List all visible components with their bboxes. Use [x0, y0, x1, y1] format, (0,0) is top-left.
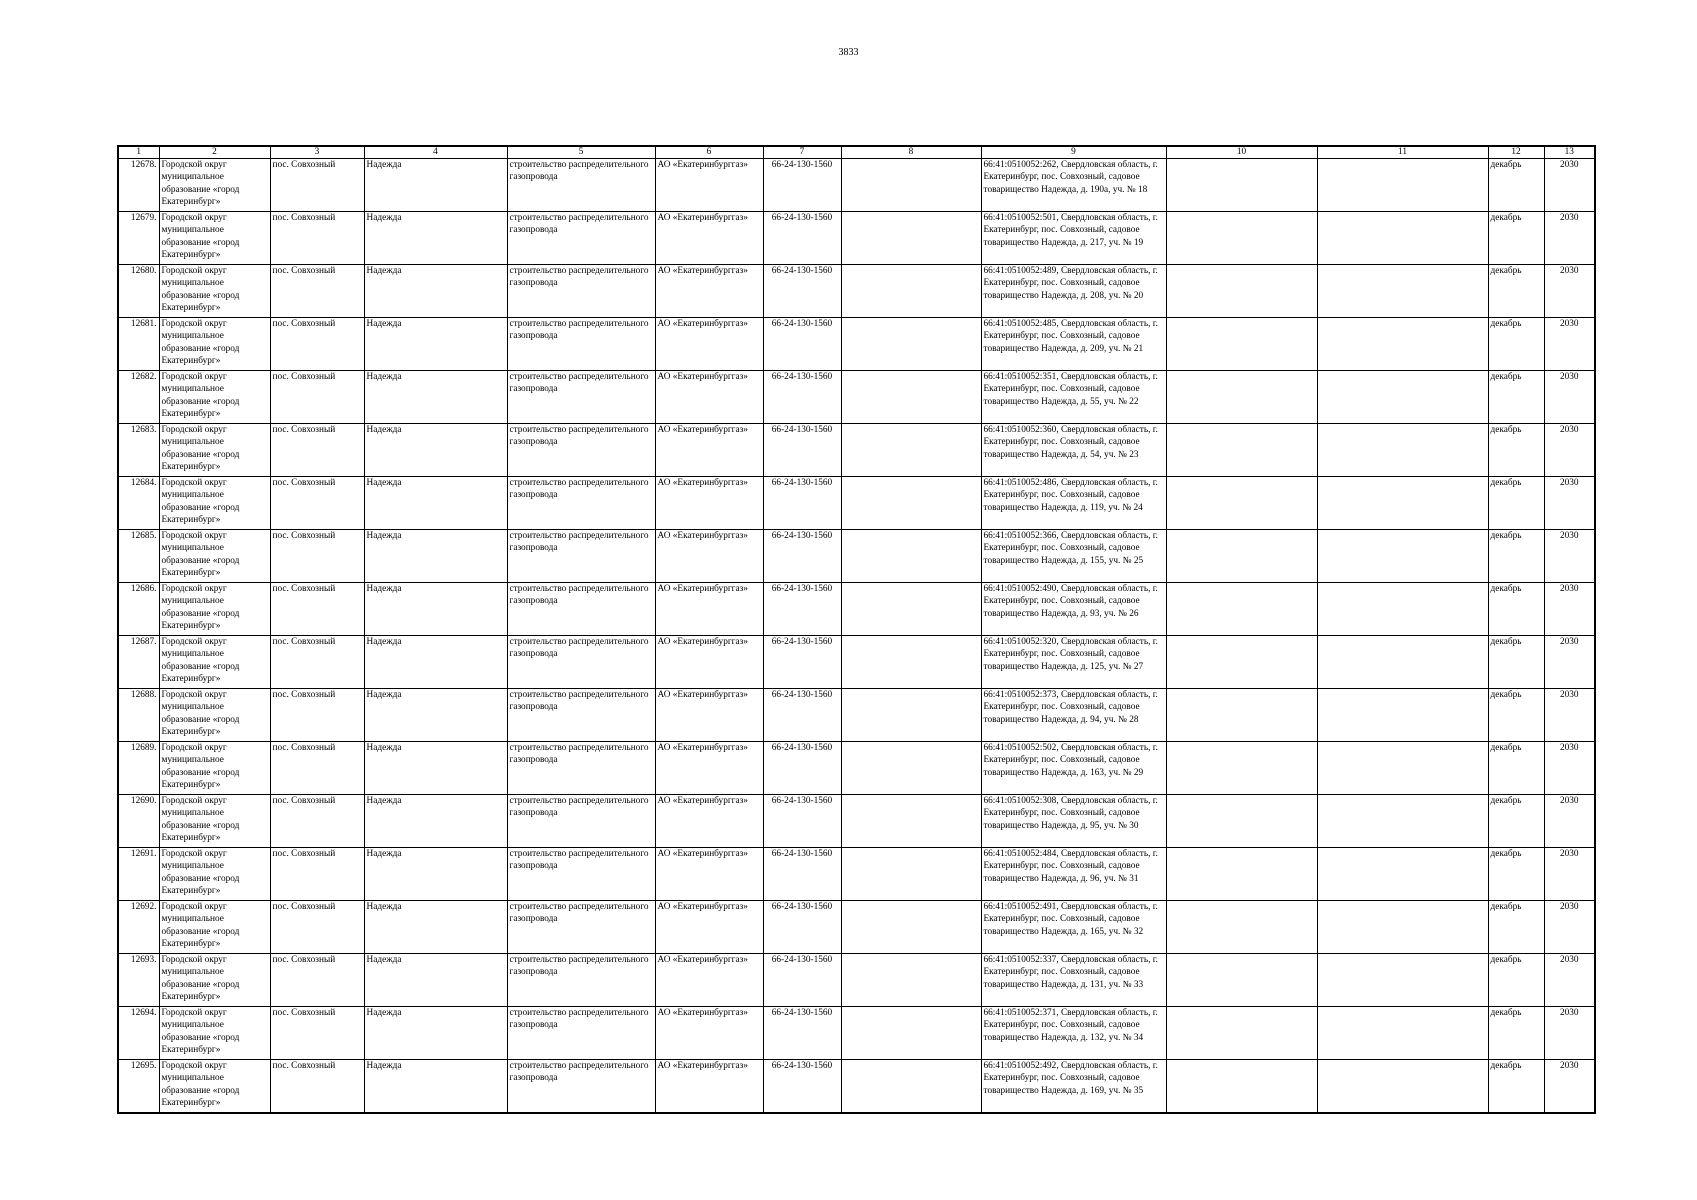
year-cell: 2030	[1544, 1060, 1595, 1114]
code-cell: 66-24-130-1560	[763, 477, 841, 530]
year-cell: 2030	[1544, 530, 1595, 583]
organization-cell: АО «Екатеринбурггаз»	[655, 1060, 763, 1114]
cadastre-address-cell: 66:41:0510052:373, Свердловская область, г. Екатеринбург, пос. Совхозный, садовое товарищество Надежда, д. 94, уч. № 28	[981, 689, 1166, 742]
work-type-cell: строительство распределительного газопровода	[507, 424, 655, 477]
column-10-cell	[1166, 954, 1317, 1007]
column-10-cell	[1166, 583, 1317, 636]
municipality-cell: Городской округ муниципальное образование «город Екатеринбург»	[159, 636, 270, 689]
cadastre-address-cell: 66:41:0510052:351, Свердловская область, г. Екатеринбург, пос. Совхозный, садовое товарищество Надежда, д. 55, уч. № 22	[981, 371, 1166, 424]
object-name-cell: Надежда	[364, 159, 507, 212]
code-cell: 66-24-130-1560	[763, 371, 841, 424]
column-8-cell	[841, 1060, 981, 1114]
settlement-cell: пос. Совхозный	[270, 954, 364, 1007]
table-row	[118, 689, 1595, 742]
table-row	[118, 583, 1595, 636]
code-cell: 66-24-130-1560	[763, 530, 841, 583]
object-name-cell: Надежда	[364, 477, 507, 530]
column-10-cell	[1166, 530, 1317, 583]
municipality-cell: Городской округ муниципальное образование «город Екатеринбург»	[159, 689, 270, 742]
table-row	[118, 795, 1595, 848]
column-header: 12	[1488, 146, 1544, 159]
row-number-cell: 12695.	[118, 1060, 159, 1114]
organization-cell: АО «Екатеринбурггаз»	[655, 424, 763, 477]
month-cell: декабрь	[1488, 530, 1544, 583]
table-row	[118, 530, 1595, 583]
year-cell: 2030	[1544, 636, 1595, 689]
cadastre-address-cell: 66:41:0510052:360, Свердловская область, г. Екатеринбург, пос. Совхозный, садовое товарищество Надежда, д. 54, уч. № 23	[981, 424, 1166, 477]
month-cell: декабрь	[1488, 901, 1544, 954]
column-11-cell	[1317, 530, 1488, 583]
column-8-cell	[841, 265, 981, 318]
column-11-cell	[1317, 424, 1488, 477]
table-row	[118, 901, 1595, 954]
object-name-cell: Надежда	[364, 795, 507, 848]
municipality-cell: Городской округ муниципальное образование «город Екатеринбург»	[159, 371, 270, 424]
organization-cell: АО «Екатеринбурггаз»	[655, 636, 763, 689]
work-type-cell: строительство распределительного газопровода	[507, 371, 655, 424]
cadastre-address-cell: 66:41:0510052:502, Свердловская область, г. Екатеринбург, пос. Совхозный, садовое товарищество Надежда, д. 163, уч. № 29	[981, 742, 1166, 795]
column-header: 7	[763, 146, 841, 159]
column-10-cell	[1166, 901, 1317, 954]
organization-cell: АО «Екатеринбурггаз»	[655, 901, 763, 954]
work-type-cell: строительство распределительного газопровода	[507, 530, 655, 583]
column-11-cell	[1317, 318, 1488, 371]
month-cell: декабрь	[1488, 583, 1544, 636]
month-cell: декабрь	[1488, 159, 1544, 212]
month-cell: декабрь	[1488, 1007, 1544, 1060]
organization-cell: АО «Екатеринбурггаз»	[655, 742, 763, 795]
organization-cell: АО «Екатеринбурггаз»	[655, 212, 763, 265]
code-cell: 66-24-130-1560	[763, 1060, 841, 1114]
column-header: 6	[655, 146, 763, 159]
code-cell: 66-24-130-1560	[763, 265, 841, 318]
table-row	[118, 159, 1595, 212]
object-name-cell: Надежда	[364, 424, 507, 477]
settlement-cell: пос. Совхозный	[270, 159, 364, 212]
column-8-cell	[841, 477, 981, 530]
month-cell: декабрь	[1488, 954, 1544, 1007]
settlement-cell: пос. Совхозный	[270, 795, 364, 848]
code-cell: 66-24-130-1560	[763, 159, 841, 212]
organization-cell: АО «Екатеринбурггаз»	[655, 1007, 763, 1060]
table-row	[118, 636, 1595, 689]
month-cell: декабрь	[1488, 265, 1544, 318]
work-type-cell: строительство распределительного газопровода	[507, 318, 655, 371]
row-number-cell: 12693.	[118, 954, 159, 1007]
page-number: 3833	[838, 47, 859, 58]
code-cell: 66-24-130-1560	[763, 954, 841, 1007]
cadastre-address-cell: 66:41:0510052:489, Свердловская область, г. Екатеринбург, пос. Совхозный, садовое товарищество Надежда, д. 208, уч. № 20	[981, 265, 1166, 318]
row-number-cell: 12687.	[118, 636, 159, 689]
work-type-cell: строительство распределительного газопровода	[507, 954, 655, 1007]
code-cell: 66-24-130-1560	[763, 901, 841, 954]
row-number-cell: 12691.	[118, 848, 159, 901]
column-10-cell	[1166, 371, 1317, 424]
code-cell: 66-24-130-1560	[763, 1007, 841, 1060]
organization-cell: АО «Екатеринбурггаз»	[655, 583, 763, 636]
column-10-cell	[1166, 848, 1317, 901]
column-8-cell	[841, 318, 981, 371]
settlement-cell: пос. Совхозный	[270, 371, 364, 424]
settlement-cell: пос. Совхозный	[270, 424, 364, 477]
code-cell: 66-24-130-1560	[763, 318, 841, 371]
settlement-cell: пос. Совхозный	[270, 583, 364, 636]
year-cell: 2030	[1544, 848, 1595, 901]
object-name-cell: Надежда	[364, 742, 507, 795]
table-row	[118, 742, 1595, 795]
municipality-cell: Городской округ муниципальное образование «город Екатеринбург»	[159, 848, 270, 901]
settlement-cell: пос. Совхозный	[270, 212, 364, 265]
row-number-cell: 12680.	[118, 265, 159, 318]
column-10-cell	[1166, 318, 1317, 371]
cadastre-address-cell: 66:41:0510052:484, Свердловская область, г. Екатеринбург, пос. Совхозный, садовое товарищество Надежда, д. 96, уч. № 31	[981, 848, 1166, 901]
municipality-cell: Городской округ муниципальное образование «город Екатеринбург»	[159, 212, 270, 265]
column-11-cell	[1317, 689, 1488, 742]
column-header: 4	[364, 146, 507, 159]
year-cell: 2030	[1544, 477, 1595, 530]
settlement-cell: пос. Совхозный	[270, 477, 364, 530]
work-type-cell: строительство распределительного газопровода	[507, 742, 655, 795]
column-header: 2	[159, 146, 270, 159]
cadastre-address-cell: 66:41:0510052:262, Свердловская область, г. Екатеринбург, пос. Совхозный, садовое товарищество Надежда, д. 190а, уч. № 18	[981, 159, 1166, 212]
municipality-cell: Городской округ муниципальное образование «город Екатеринбург»	[159, 265, 270, 318]
municipality-cell: Городской округ муниципальное образование «город Екатеринбург»	[159, 424, 270, 477]
column-8-cell	[841, 689, 981, 742]
settlement-cell: пос. Совхозный	[270, 1007, 364, 1060]
table-row	[118, 954, 1595, 1007]
year-cell: 2030	[1544, 689, 1595, 742]
year-cell: 2030	[1544, 795, 1595, 848]
work-type-cell: строительство распределительного газопровода	[507, 212, 655, 265]
row-number-cell: 12684.	[118, 477, 159, 530]
municipality-cell: Городской округ муниципальное образование «город Екатеринбург»	[159, 477, 270, 530]
work-type-cell: строительство распределительного газопровода	[507, 583, 655, 636]
column-11-cell	[1317, 901, 1488, 954]
column-11-cell	[1317, 371, 1488, 424]
settlement-cell: пос. Совхозный	[270, 265, 364, 318]
column-8-cell	[841, 424, 981, 477]
row-number-cell: 12690.	[118, 795, 159, 848]
work-type-cell: строительство распределительного газопровода	[507, 689, 655, 742]
column-11-cell	[1317, 954, 1488, 1007]
month-cell: декабрь	[1488, 636, 1544, 689]
row-number-cell: 12686.	[118, 583, 159, 636]
column-header: 8	[841, 146, 981, 159]
work-type-cell: строительство распределительного газопровода	[507, 1007, 655, 1060]
object-name-cell: Надежда	[364, 318, 507, 371]
work-type-cell: строительство распределительного газопровода	[507, 848, 655, 901]
organization-cell: АО «Екатеринбурггаз»	[655, 954, 763, 1007]
table-row	[118, 424, 1595, 477]
municipality-cell: Городской округ муниципальное образование «город Екатеринбург»	[159, 583, 270, 636]
month-cell: декабрь	[1488, 424, 1544, 477]
column-8-cell	[841, 530, 981, 583]
settlement-cell: пос. Совхозный	[270, 848, 364, 901]
column-10-cell	[1166, 795, 1317, 848]
municipality-cell: Городской округ муниципальное образование «город Екатеринбург»	[159, 742, 270, 795]
work-type-cell: строительство распределительного газопровода	[507, 795, 655, 848]
column-11-cell	[1317, 265, 1488, 318]
year-cell: 2030	[1544, 742, 1595, 795]
table-row	[118, 371, 1595, 424]
month-cell: декабрь	[1488, 318, 1544, 371]
year-cell: 2030	[1544, 901, 1595, 954]
month-cell: декабрь	[1488, 795, 1544, 848]
organization-cell: АО «Екатеринбурггаз»	[655, 318, 763, 371]
column-8-cell	[841, 1007, 981, 1060]
settlement-cell: пос. Совхозный	[270, 1060, 364, 1114]
column-8-cell	[841, 371, 981, 424]
municipality-cell: Городской округ муниципальное образование «город Екатеринбург»	[159, 1060, 270, 1114]
code-cell: 66-24-130-1560	[763, 795, 841, 848]
column-header: 11	[1317, 146, 1488, 159]
column-8-cell	[841, 583, 981, 636]
column-header: 5	[507, 146, 655, 159]
column-11-cell	[1317, 795, 1488, 848]
column-10-cell	[1166, 1007, 1317, 1060]
object-name-cell: Надежда	[364, 901, 507, 954]
cadastre-address-cell: 66:41:0510052:308, Свердловская область, г. Екатеринбург, пос. Совхозный, садовое товарищество Надежда, д. 95, уч. № 30	[981, 795, 1166, 848]
settlement-cell: пос. Совхозный	[270, 318, 364, 371]
column-header: 9	[981, 146, 1166, 159]
year-cell: 2030	[1544, 954, 1595, 1007]
column-11-cell	[1317, 583, 1488, 636]
row-number-cell: 12689.	[118, 742, 159, 795]
municipality-cell: Городской округ муниципальное образование «город Екатеринбург»	[159, 1007, 270, 1060]
row-number-cell: 12688.	[118, 689, 159, 742]
column-8-cell	[841, 795, 981, 848]
code-cell: 66-24-130-1560	[763, 583, 841, 636]
column-10-cell	[1166, 265, 1317, 318]
code-cell: 66-24-130-1560	[763, 636, 841, 689]
month-cell: декабрь	[1488, 212, 1544, 265]
column-10-cell	[1166, 636, 1317, 689]
cadastre-address-cell: 66:41:0510052:490, Свердловская область, г. Екатеринбург, пос. Совхозный, садовое товарищество Надежда, д. 93, уч. № 26	[981, 583, 1166, 636]
month-cell: декабрь	[1488, 371, 1544, 424]
municipality-cell: Городской округ муниципальное образование «город Екатеринбург»	[159, 159, 270, 212]
settlement-cell: пос. Совхозный	[270, 901, 364, 954]
table-row	[118, 1060, 1595, 1114]
object-name-cell: Надежда	[364, 636, 507, 689]
month-cell: декабрь	[1488, 848, 1544, 901]
column-8-cell	[841, 742, 981, 795]
object-name-cell: Надежда	[364, 1007, 507, 1060]
code-cell: 66-24-130-1560	[763, 424, 841, 477]
column-8-cell	[841, 901, 981, 954]
column-11-cell	[1317, 636, 1488, 689]
object-name-cell: Надежда	[364, 530, 507, 583]
year-cell: 2030	[1544, 583, 1595, 636]
organization-cell: АО «Екатеринбурггаз»	[655, 848, 763, 901]
work-type-cell: строительство распределительного газопровода	[507, 1060, 655, 1114]
cadastre-address-cell: 66:41:0510052:337, Свердловская область, г. Екатеринбург, пос. Совхозный, садовое товарищество Надежда, д. 131, уч. № 33	[981, 954, 1166, 1007]
object-name-cell: Надежда	[364, 583, 507, 636]
month-cell: декабрь	[1488, 477, 1544, 530]
code-cell: 66-24-130-1560	[763, 848, 841, 901]
year-cell: 2030	[1544, 212, 1595, 265]
column-11-cell	[1317, 1060, 1488, 1114]
code-cell: 66-24-130-1560	[763, 689, 841, 742]
object-name-cell: Надежда	[364, 265, 507, 318]
month-cell: декабрь	[1488, 742, 1544, 795]
column-11-cell	[1317, 848, 1488, 901]
organization-cell: АО «Екатеринбурггаз»	[655, 530, 763, 583]
column-number-header-row	[118, 146, 1595, 159]
column-8-cell	[841, 159, 981, 212]
settlement-cell: пос. Совхозный	[270, 742, 364, 795]
cadastre-address-cell: 66:41:0510052:485, Свердловская область, г. Екатеринбург, пос. Совхозный, садовое товарищество Надежда, д. 209, уч. № 21	[981, 318, 1166, 371]
cadastre-address-cell: 66:41:0510052:320, Свердловская область, г. Екатеринбург, пос. Совхозный, садовое товарищество Надежда, д. 125, уч. № 27	[981, 636, 1166, 689]
row-number-cell: 12692.	[118, 901, 159, 954]
work-type-cell: строительство распределительного газопровода	[507, 265, 655, 318]
column-header: 13	[1544, 146, 1595, 159]
row-number-cell: 12681.	[118, 318, 159, 371]
table-row	[118, 848, 1595, 901]
column-10-cell	[1166, 212, 1317, 265]
settlement-cell: пос. Совхозный	[270, 636, 364, 689]
object-name-cell: Надежда	[364, 954, 507, 1007]
column-header: 3	[270, 146, 364, 159]
column-8-cell	[841, 954, 981, 1007]
column-8-cell	[841, 212, 981, 265]
object-name-cell: Надежда	[364, 689, 507, 742]
column-header: 1	[118, 146, 159, 159]
municipality-cell: Городской округ муниципальное образование «город Екатеринбург»	[159, 318, 270, 371]
settlement-cell: пос. Совхозный	[270, 530, 364, 583]
object-name-cell: Надежда	[364, 848, 507, 901]
row-number-cell: 12694.	[118, 1007, 159, 1060]
column-11-cell	[1317, 1007, 1488, 1060]
cadastre-address-cell: 66:41:0510052:492, Свердловская область, г. Екатеринбург, пос. Совхозный, садовое товарищество Надежда, д. 169, уч. № 35	[981, 1060, 1166, 1114]
column-8-cell	[841, 848, 981, 901]
year-cell: 2030	[1544, 159, 1595, 212]
column-11-cell	[1317, 159, 1488, 212]
settlement-cell: пос. Совхозный	[270, 689, 364, 742]
year-cell: 2030	[1544, 371, 1595, 424]
table-row	[118, 265, 1595, 318]
organization-cell: АО «Екатеринбурггаз»	[655, 159, 763, 212]
organization-cell: АО «Екатеринбурггаз»	[655, 477, 763, 530]
column-10-cell	[1166, 742, 1317, 795]
cadastre-address-cell: 66:41:0510052:491, Свердловская область, г. Екатеринбург, пос. Совхозный, садовое товарищество Надежда, д. 165, уч. № 32	[981, 901, 1166, 954]
column-11-cell	[1317, 742, 1488, 795]
column-11-cell	[1317, 212, 1488, 265]
table-row	[118, 318, 1595, 371]
column-header: 10	[1166, 146, 1317, 159]
organization-cell: АО «Екатеринбурггаз»	[655, 795, 763, 848]
cadastre-address-cell: 66:41:0510052:486, Свердловская область, г. Екатеринбург, пос. Совхозный, садовое товарищество Надежда, д. 119, уч. № 24	[981, 477, 1166, 530]
cadastre-address-cell: 66:41:0510052:501, Свердловская область, г. Екатеринбург, пос. Совхозный, садовое товарищество Надежда, д. 217, уч. № 19	[981, 212, 1166, 265]
year-cell: 2030	[1544, 1007, 1595, 1060]
organization-cell: АО «Екатеринбурггаз»	[655, 265, 763, 318]
year-cell: 2030	[1544, 265, 1595, 318]
row-number-cell: 12682.	[118, 371, 159, 424]
column-10-cell	[1166, 424, 1317, 477]
column-11-cell	[1317, 477, 1488, 530]
work-type-cell: строительство распределительного газопровода	[507, 159, 655, 212]
municipality-cell: Городской округ муниципальное образование «город Екатеринбург»	[159, 954, 270, 1007]
row-number-cell: 12683.	[118, 424, 159, 477]
object-name-cell: Надежда	[364, 212, 507, 265]
work-type-cell: строительство распределительного газопровода	[507, 901, 655, 954]
table-row	[118, 212, 1595, 265]
object-name-cell: Надежда	[364, 1060, 507, 1114]
row-number-cell: 12685.	[118, 530, 159, 583]
municipality-cell: Городской округ муниципальное образование «город Екатеринбург»	[159, 795, 270, 848]
column-8-cell	[841, 636, 981, 689]
row-number-cell: 12679.	[118, 212, 159, 265]
municipality-cell: Городской округ муниципальное образование «город Екатеринбург»	[159, 530, 270, 583]
column-10-cell	[1166, 159, 1317, 212]
code-cell: 66-24-130-1560	[763, 742, 841, 795]
code-cell: 66-24-130-1560	[763, 212, 841, 265]
month-cell: декабрь	[1488, 1060, 1544, 1114]
year-cell: 2030	[1544, 318, 1595, 371]
work-type-cell: строительство распределительного газопровода	[507, 477, 655, 530]
registry-table	[117, 145, 1596, 1114]
year-cell: 2030	[1544, 424, 1595, 477]
table-body	[118, 146, 1595, 1113]
table-row	[118, 477, 1595, 530]
object-name-cell: Надежда	[364, 371, 507, 424]
column-10-cell	[1166, 1060, 1317, 1114]
organization-cell: АО «Екатеринбурггаз»	[655, 371, 763, 424]
column-10-cell	[1166, 477, 1317, 530]
table-row	[118, 1007, 1595, 1060]
cadastre-address-cell: 66:41:0510052:371, Свердловская область, г. Екатеринбург, пос. Совхозный, садовое товарищество Надежда, д. 132, уч. № 34	[981, 1007, 1166, 1060]
work-type-cell: строительство распределительного газопровода	[507, 636, 655, 689]
row-number-cell: 12678.	[118, 159, 159, 212]
municipality-cell: Городской округ муниципальное образование «город Екатеринбург»	[159, 901, 270, 954]
organization-cell: АО «Екатеринбурггаз»	[655, 689, 763, 742]
cadastre-address-cell: 66:41:0510052:366, Свердловская область, г. Екатеринбург, пос. Совхозный, садовое товарищество Надежда, д. 155, уч. № 25	[981, 530, 1166, 583]
column-10-cell	[1166, 689, 1317, 742]
month-cell: декабрь	[1488, 689, 1544, 742]
